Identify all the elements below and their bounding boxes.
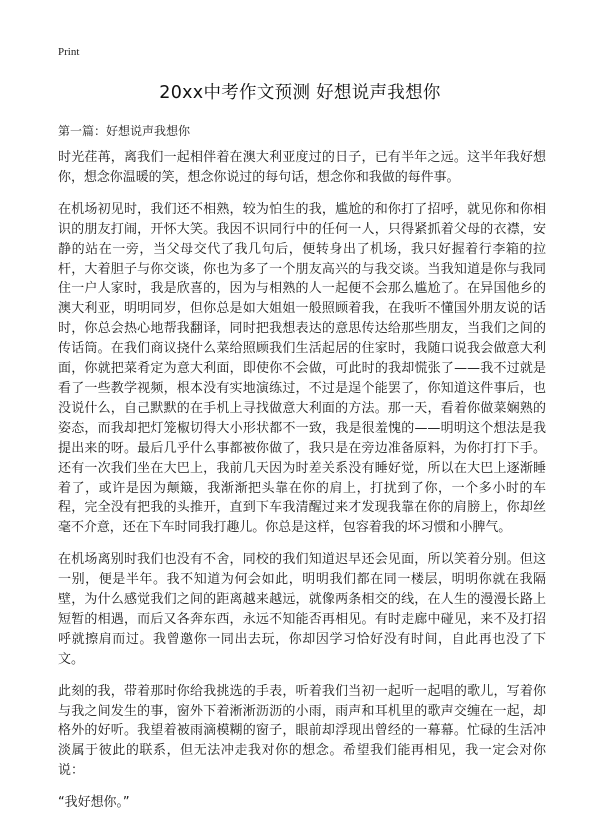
print-link[interactable]: Print xyxy=(58,46,80,58)
document-title: 20xx中考作文预测 好想说声我想你 xyxy=(159,83,441,103)
paragraph-5: “我好想你。” xyxy=(58,795,130,811)
paragraph-3: 在机场离别时我们也没有不舍，同校的我们知道迟早还会见面，所以笑着分别。但这一别，便是半年。我不知道为何会如此，明明我们都在同一楼层，明明你就在我隔壁，为什么感觉我们之间的距离越来越远，就像两条相交的线，在人生的漫漫长路上短暂的相遇，而后又各奔东西，永远不知能否再相见。有时走廊中碰见，来不及打招呼就擦肩而过。我曾邀你一同出去玩，你却因学习恰好没有时间，自此再也没了下文。 xyxy=(58,552,546,667)
paragraph-2: 在机场初见时，我们还不相熟，较为怕生的我，尴尬的和你打了招呼，就见你和你相识的朋友打闹，开怀大笑。我因不识同行中的任何一人，只得紧抓着父母的衣襟，安静的站在一旁，当父母交代了我几句后，便转身出了机场，我只好握着行李箱的拉杆，大着胆子与你交谈，你也为多了一个朋友高兴的与我交谈。当我知道是你与我同住一户人家时，我是欣喜的，因为与相熟的人一起便不会那么尴尬了。在异国他乡的澳大利亚，明明同岁，但你总是如大姐姐一般照顾着我，在我听不懂国外朋友说的话时，你总会热心地帮我翻译，同时把我想表达的意思传达给那些朋友，当我们之间的传话筒。在我们商议挠什么菜给照顾我们生活起居的住家时，我随口说我会做意大利面，你就把菜肴定为意大利面，即使你不会做，可此时的我却慌张了——我不过就是看了一些教学视频，根本没有实地演练过，不过是逞个能罢了，你知道这件事后，也没说什么，自己默默的在手机上寻找做意大利面的方法。那一天，看着你做菜娴熟的姿态，而我却把灯笼椒切得大小形状都不一致，我是很羞愧的——明明这个想法是我提出来的呀。最后几乎什么事都被你做了，我只是在旁边准备原料，为你打打下手。还有一次我们坐在大巴上，我前几天因为时差关系没有睡好觉，所以在大巴上逐渐睡着了，或许是因为颠簸，我渐渐把头靠在你的肩上，打扰到了你，一个多小时的车程，完全没有把我的头推开，直到下车我清醒过来才发现我靠在你的肩膀上，你却丝毫不介意，还在下车时同我打趣儿。你总是这样，包容着我的坏习惯和小脾气。 xyxy=(58,201,546,536)
paragraph-4: 此刻的我，带着那时你给我挑选的手表，听着我们当初一起听一起唱的歌儿，写着你与我之间发生的事，窗外下着淅淅沥沥的小雨，雨声和耳机里的歌声交缠在一起，却格外的好听。我望着被雨滴模糊的窗子，眼前却浮现出曾经的一幕幕。忙碌的生活冲淡属于彼此的联系，但无法冲走我对你的想念。希望我们能再相见，我一定会对你说： xyxy=(58,683,546,779)
document-subtitle: 第一篇：好想说声我想你 xyxy=(58,124,191,138)
article-body xyxy=(58,148,546,813)
paragraph-1: 时光荏苒，离我们一起相伴着在澳大利亚度过的日子，已有半年之远。这半年我好想你，想念你温暖的笑，想念你说过的每句话，想念你和我做的每件事。 xyxy=(58,150,546,185)
